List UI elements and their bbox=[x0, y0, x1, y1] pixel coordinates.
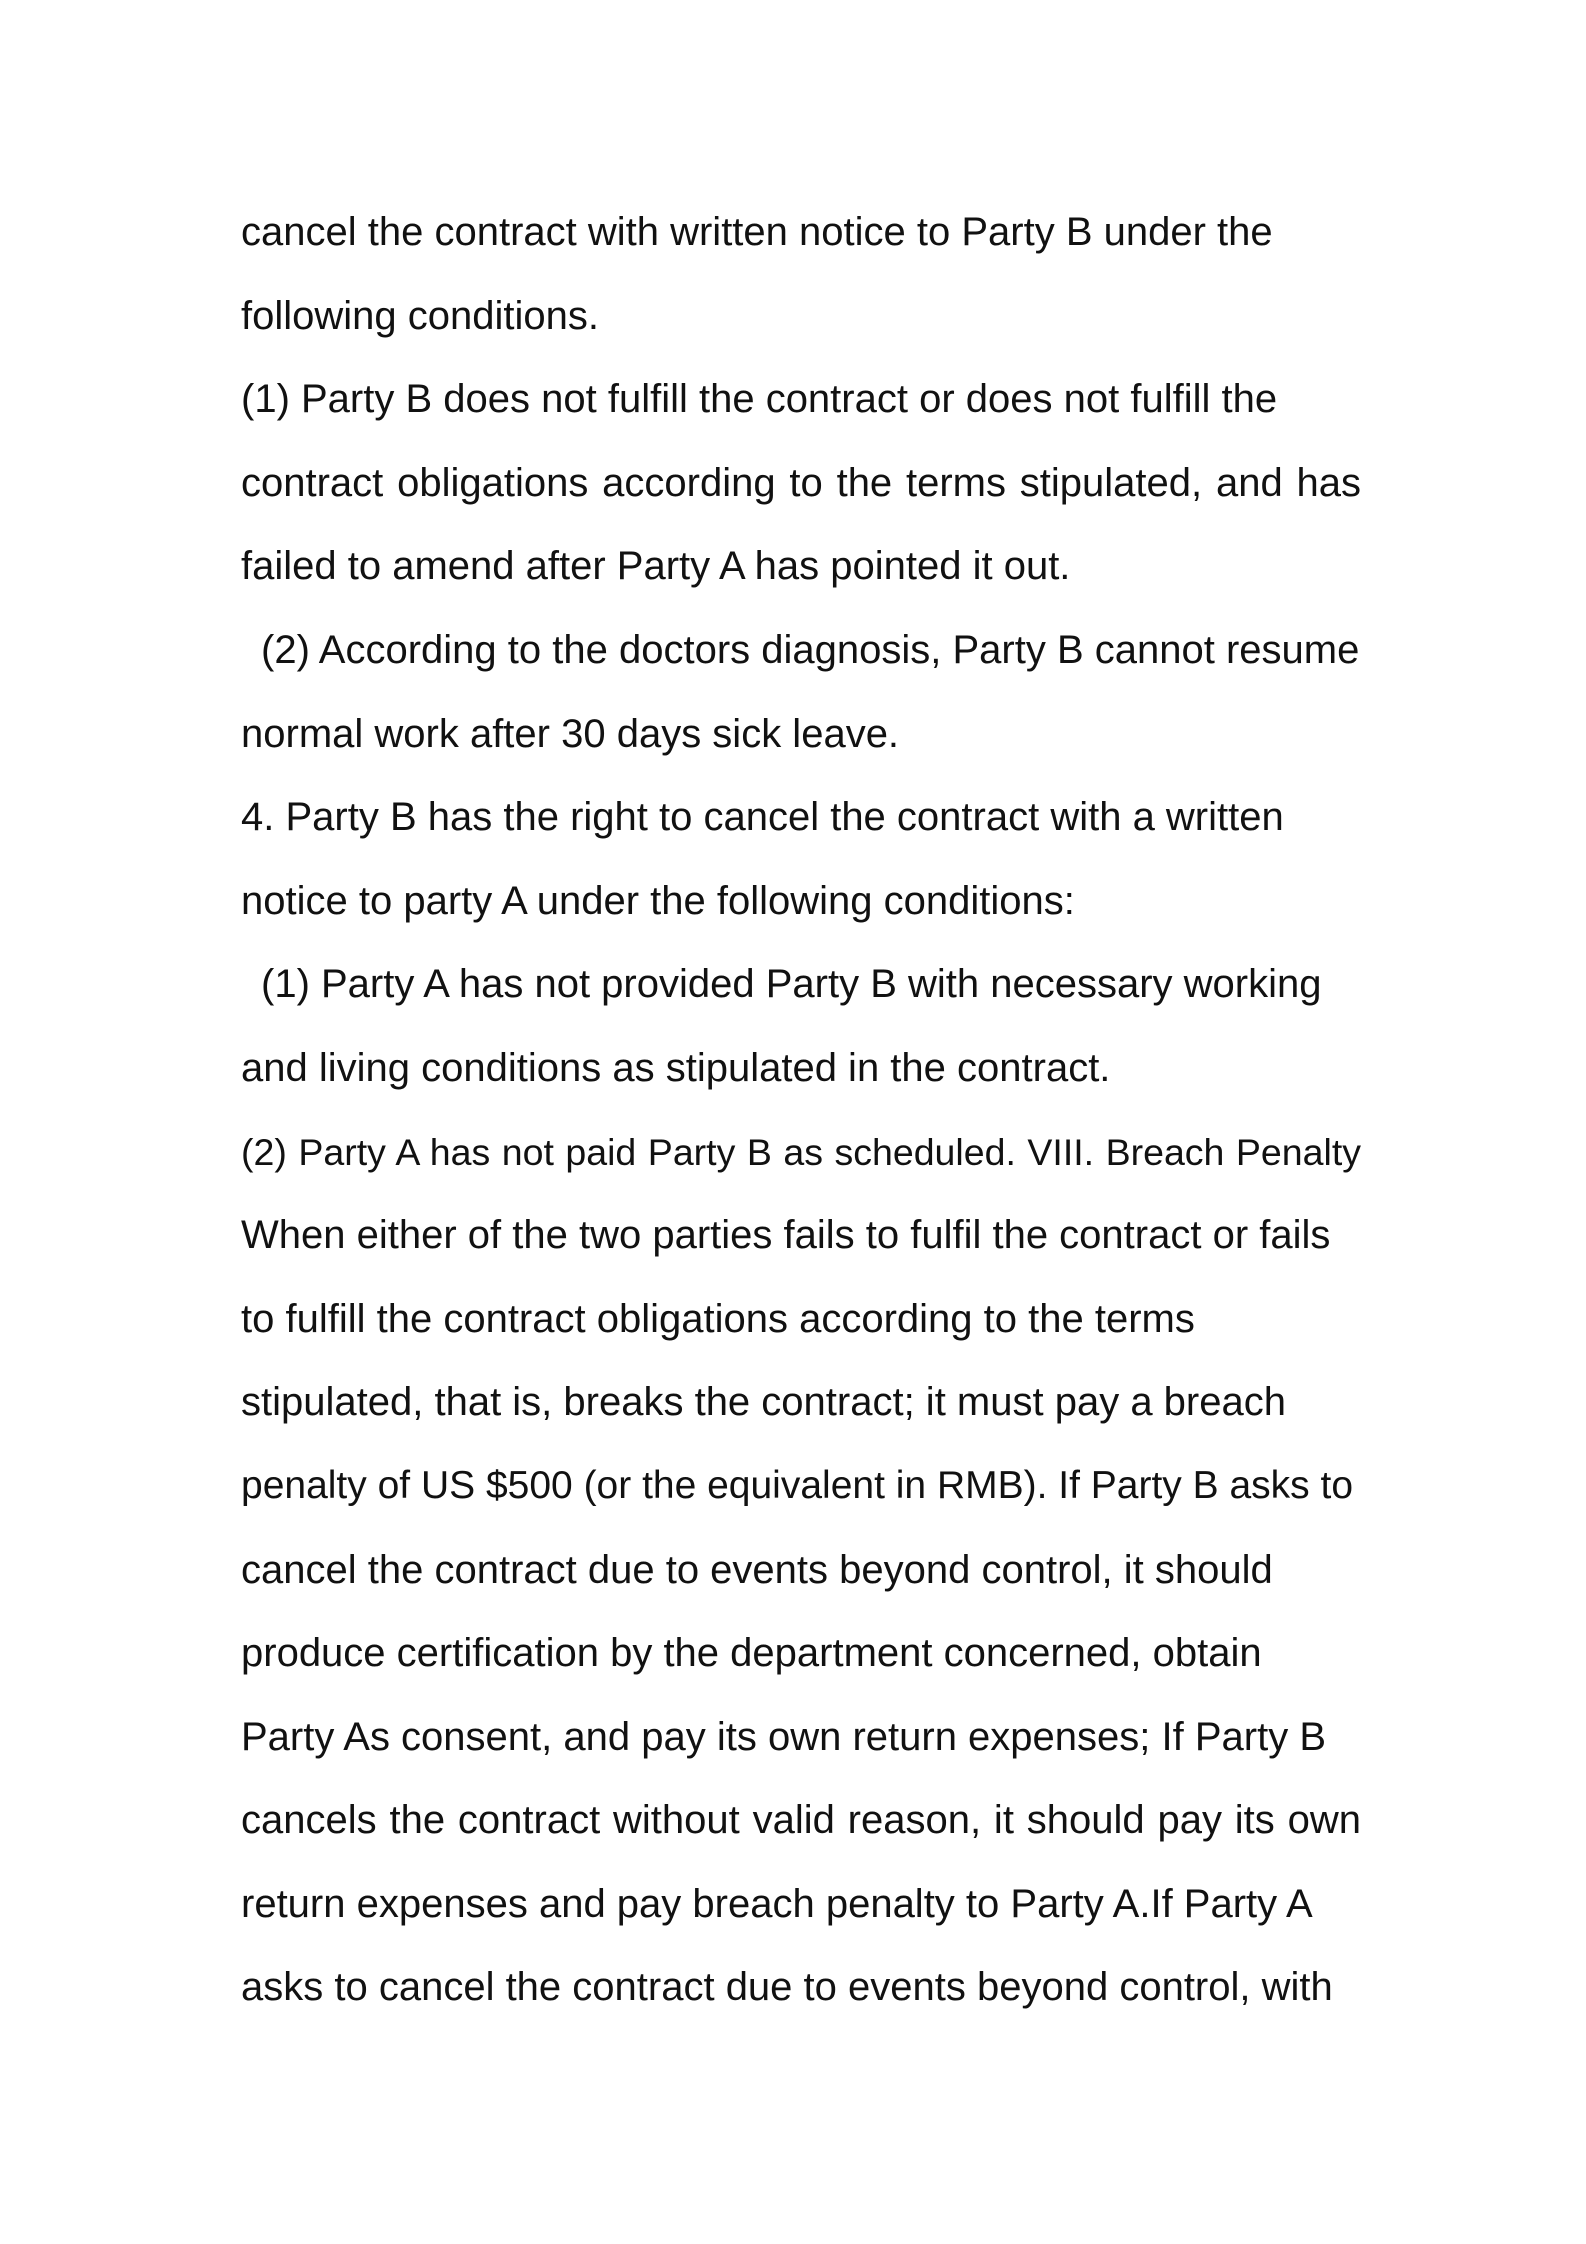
text-line: to fulfill the contract obligations according to the terms bbox=[241, 1296, 1195, 1341]
text-line: cancel the contract with written notice to Party B under the bbox=[241, 210, 1273, 254]
text-line: return expenses and pay breach penalty to Party A.If Party A bbox=[241, 1881, 1313, 1926]
text-line: When either of the two parties fails to fulfil the contract or fails bbox=[241, 1213, 1331, 1258]
contract-body-text bbox=[241, 197, 1361, 2036]
text-line: (1) Party B does not fulfill the contract or does not fulfill the bbox=[241, 377, 1278, 422]
text-line: following conditions. bbox=[241, 293, 599, 338]
text-line: and living conditions as stipulated in the contract. bbox=[241, 1045, 1111, 1090]
text-line: (2) Party A has not paid Party B as scheduled. VIII. Breach Penalty bbox=[241, 1130, 1361, 1173]
text-line: stipulated, that is, breaks the contract; it must pay a breach bbox=[241, 1380, 1286, 1425]
text-line: (2) According to the doctors diagnosis, Party B cannot resume bbox=[261, 627, 1360, 672]
text-line: cancel the contract due to events beyond control, it should bbox=[241, 1547, 1273, 1592]
text-line: Party As consent, and pay its own return expenses; If Party B bbox=[241, 1714, 1326, 1759]
text-line: notice to party A under the following conditions: bbox=[241, 878, 1075, 923]
text-line: (1) Party A has not provided Party B with necessary working bbox=[261, 962, 1322, 1007]
text-line: cancels the contract without valid reason, it should pay its own bbox=[241, 1798, 1361, 1843]
text-line: 4. Party B has the right to cancel the contract with a written bbox=[241, 795, 1284, 840]
text-line: penalty of US $500 (or the equivalent in RMB). If Party B asks to bbox=[241, 1463, 1354, 1507]
text-line: contract obligations according to the terms stipulated, and has bbox=[241, 460, 1361, 505]
text-line: failed to amend after Party A has pointed it out. bbox=[241, 544, 1071, 589]
text-line: produce certification by the department concerned, obtain bbox=[241, 1631, 1262, 1676]
text-line: asks to cancel the contract due to events beyond control, with bbox=[241, 1965, 1333, 2010]
text-line: normal work after 30 days sick leave. bbox=[241, 711, 900, 756]
